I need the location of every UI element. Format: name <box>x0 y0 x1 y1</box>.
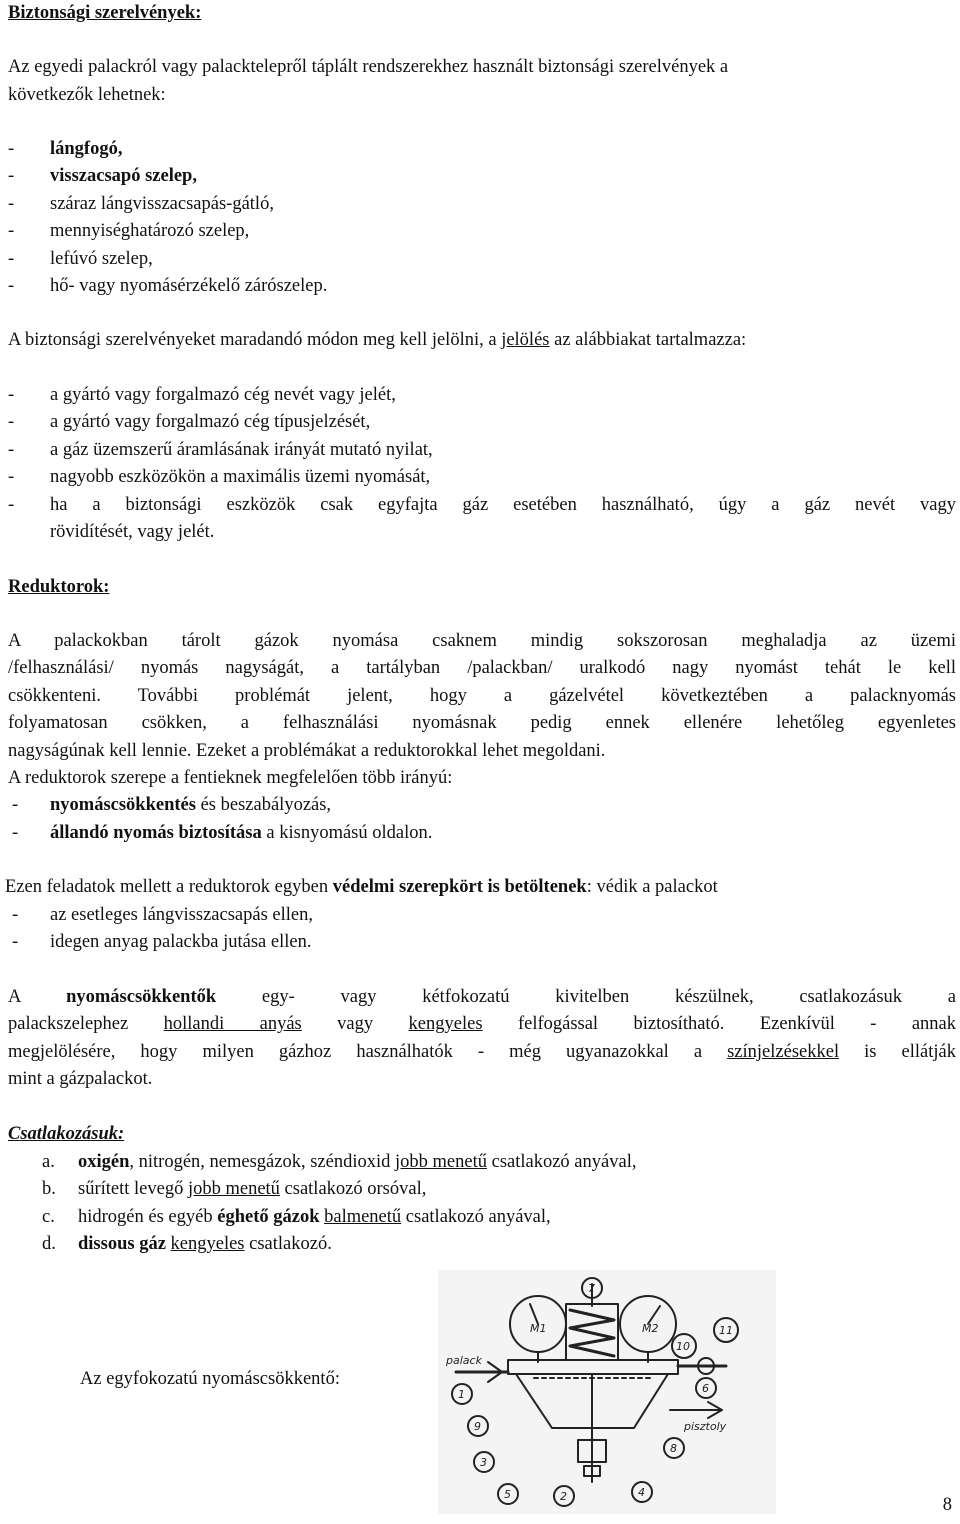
paragraph-line: A reduktorok szerepe a fentieknek megfelelően több irányú: <box>8 768 453 788</box>
heading-connection: Csatlakozásuk: <box>8 1124 125 1144</box>
paragraph-line: A palackokban tárolt gázok nyomása csaknem mindig sokszorosan meghaladja az üzemi <box>8 631 956 651</box>
paragraph-line: folyamatosan csökken, a felhasználási nyomásnak pedig ennek ellenére lehetőleg egyenletes <box>8 713 956 733</box>
figure-caption: Az egyfokozatú nyomáscsökkentő: <box>80 1369 340 1389</box>
label-11: 11 <box>719 1324 733 1337</box>
label-7: 7 <box>588 1282 595 1295</box>
label-9: 9 <box>474 1420 481 1433</box>
paragraph-line: következők lehetnek: <box>8 85 166 105</box>
label-10: 10 <box>676 1340 690 1353</box>
paragraph-line: csökkenteni. További problémát jelent, hogy a gázelvétel következtében a palacknyomás <box>8 686 956 706</box>
label-4: 4 <box>638 1486 645 1499</box>
marking-paragraph: A biztonsági szerelvényeket maradandó módon meg kell jelölni, a jelölés az alábbiakat tartalmazza: <box>8 330 747 350</box>
heading-safety-fittings: Biztonsági szerelvények: <box>8 3 202 23</box>
label-5: 5 <box>504 1488 511 1501</box>
paragraph-line: /felhasználási/ nyomás nagyságát, a tartályban /palackban/ uralkodó nagy nyomást tehát le kell <box>8 658 956 678</box>
paragraph-line: A nyomáscsökkentők egy- vagy kétfokozatú kivitelben készülnek, csatlakozásuk a <box>8 987 956 1007</box>
marking-term: jelölés <box>501 330 550 350</box>
diagram-background <box>438 1270 776 1514</box>
page-number: 8 <box>942 1495 952 1515</box>
label-m1: M1 <box>530 1322 547 1335</box>
label-m2: M2 <box>642 1322 659 1335</box>
label-pisztoly: pisztoly <box>684 1420 727 1433</box>
paragraph-line: mint a gázpalackot. <box>8 1069 153 1089</box>
label-palack: palack <box>446 1354 482 1367</box>
label-2: 2 <box>560 1490 567 1503</box>
paragraph-line: nagyságúnak kell lennie. Ezeket a problémákat a reduktorokkal lehet megoldani. <box>8 741 606 761</box>
heading-reducers: Reduktorok: <box>8 577 110 597</box>
paragraph-line: megjelölésére, hogy milyen gázhoz használhatók - még ugyanazokkal a színjelzésekkel is ellátják <box>8 1042 956 1062</box>
label-6: 6 <box>702 1382 709 1395</box>
pressure-reducer-diagram <box>438 1270 776 1514</box>
paragraph-line: Az egyedi palackról vagy palacktelepről táplált rendszerekhez használt biztonsági szerelvények a <box>8 57 729 77</box>
label-8: 8 <box>670 1442 677 1455</box>
label-1: 1 <box>458 1388 465 1401</box>
label-3: 3 <box>480 1456 487 1469</box>
protection-paragraph: Ezen feladatok mellett a reduktorok egyben védelmi szerepkört is betöltenek: védik a palackot <box>5 877 718 897</box>
paragraph-line: palackszelephez hollandi anyás vagy kengyeles felfogással biztosítható. Ezenkívül - annak <box>8 1014 956 1034</box>
